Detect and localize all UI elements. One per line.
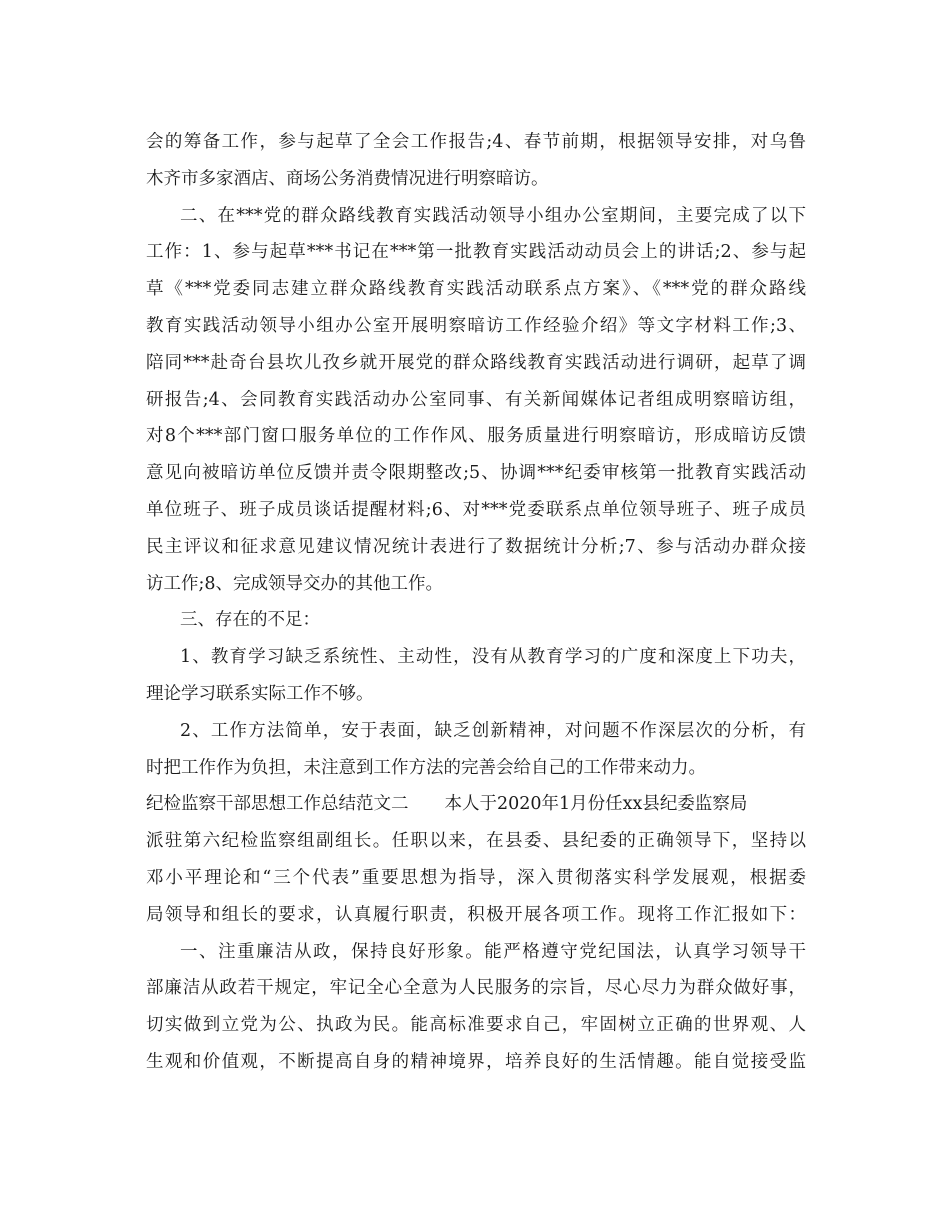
text-line: 一、注重廉洁从政，保持良好形象。能严格遵守党纪国法，认真学习领导干	[180, 941, 806, 962]
text-line: 派驻第六纪检监察组副组长。任职以来，在县委、县纪委的正确领导下，坚持以	[146, 831, 806, 852]
text-line: 1、教育学习缺乏系统性、主动性，没有从教育学习的广度和深度上下功夫，	[180, 647, 806, 668]
text-line: 教育实践活动领导小组办公室开展明察暗访工作经验介绍》等文字材料工作;3、	[146, 315, 806, 336]
text-line: 三、存在的不足：	[180, 610, 320, 631]
text-line: 局领导和组长的要求，认真履行职责，积极开展各项工作。现将工作汇报如下：	[146, 904, 806, 925]
section-intro-text: 本人于2020年1月份任xx县纪委监察局	[444, 794, 748, 815]
text-line: 理论学习联系实际工作不够。	[146, 683, 374, 704]
text-line: 研报告;4、会同教育实践活动办公室同事、有关新闻媒体记者组成明察暗访组，	[146, 389, 806, 410]
text-line: 工作：1、参与起草***书记在***第一批教育实践活动动员会上的讲话;2、参与起	[146, 242, 806, 263]
text-line: 会的筹备工作，参与起草了全会工作报告;4、春节前期，根据领导安排，对乌鲁	[146, 132, 806, 152]
text-line: 草《***党委同志建立群众路线教育实践活动联系点方案》、《***党的群众路线	[146, 279, 806, 300]
spacer	[409, 786, 445, 823]
text-line: 意见向被暗访单位反馈并责令限期整改;5、协调***纪委审核第一批教育实践活动	[146, 463, 806, 484]
text-line: 时把工作作为负担，未注意到工作方法的完善会给自己的工作带来动力。	[146, 757, 706, 778]
document-body	[146, 124, 806, 1081]
section-heading-line	[146, 786, 806, 823]
text-line: 生观和价值观，不断提高自身的精神境界，培养良好的生活情趣。能自觉接受监	[146, 1051, 806, 1072]
text-line: 2、工作方法简单，安于表面，缺乏创新精神，对问题不作深层次的分析，有	[180, 720, 806, 741]
section-title: 纪检监察干部思想工作总结范文二	[146, 794, 409, 815]
text-line: 访工作;8、完成领导交办的其他工作。	[146, 573, 444, 594]
text-line: 切实做到立党为公、执政为民。能高标准要求自己，牢固树立正确的世界观、人	[146, 1015, 806, 1036]
text-line: 对8个***部门窗口服务单位的工作作风、服务质量进行明察暗访，形成暗访反馈	[146, 426, 806, 447]
text-line: 陪同***赴奇台县坎儿孜乡就开展党的群众路线教育实践活动进行调研，起草了调	[146, 352, 806, 373]
text-line: 民主评议和征求意见建议情况统计表进行了数据统计分析;7、参与活动办群众接	[146, 536, 806, 557]
text-line: 木齐市多家酒店、商场公务消费情况进行明察暗访。	[146, 168, 549, 189]
text-line: 部廉洁从政若干规定，牢记全心全意为人民服务的宗旨，尽心尽力为群众做好事，	[146, 978, 806, 999]
text-line: 单位班子、班子成员谈话提醒材料;6、对***党委联系点单位领导班子、班子成员	[146, 499, 806, 520]
text-line: 邓小平理论和“三个代表”重要思想为指导，深入贯彻落实科学发展观，根据委	[146, 867, 806, 888]
text-line: 二、在***党的群众路线教育实践活动领导小组办公室期间，主要完成了以下	[180, 205, 806, 226]
